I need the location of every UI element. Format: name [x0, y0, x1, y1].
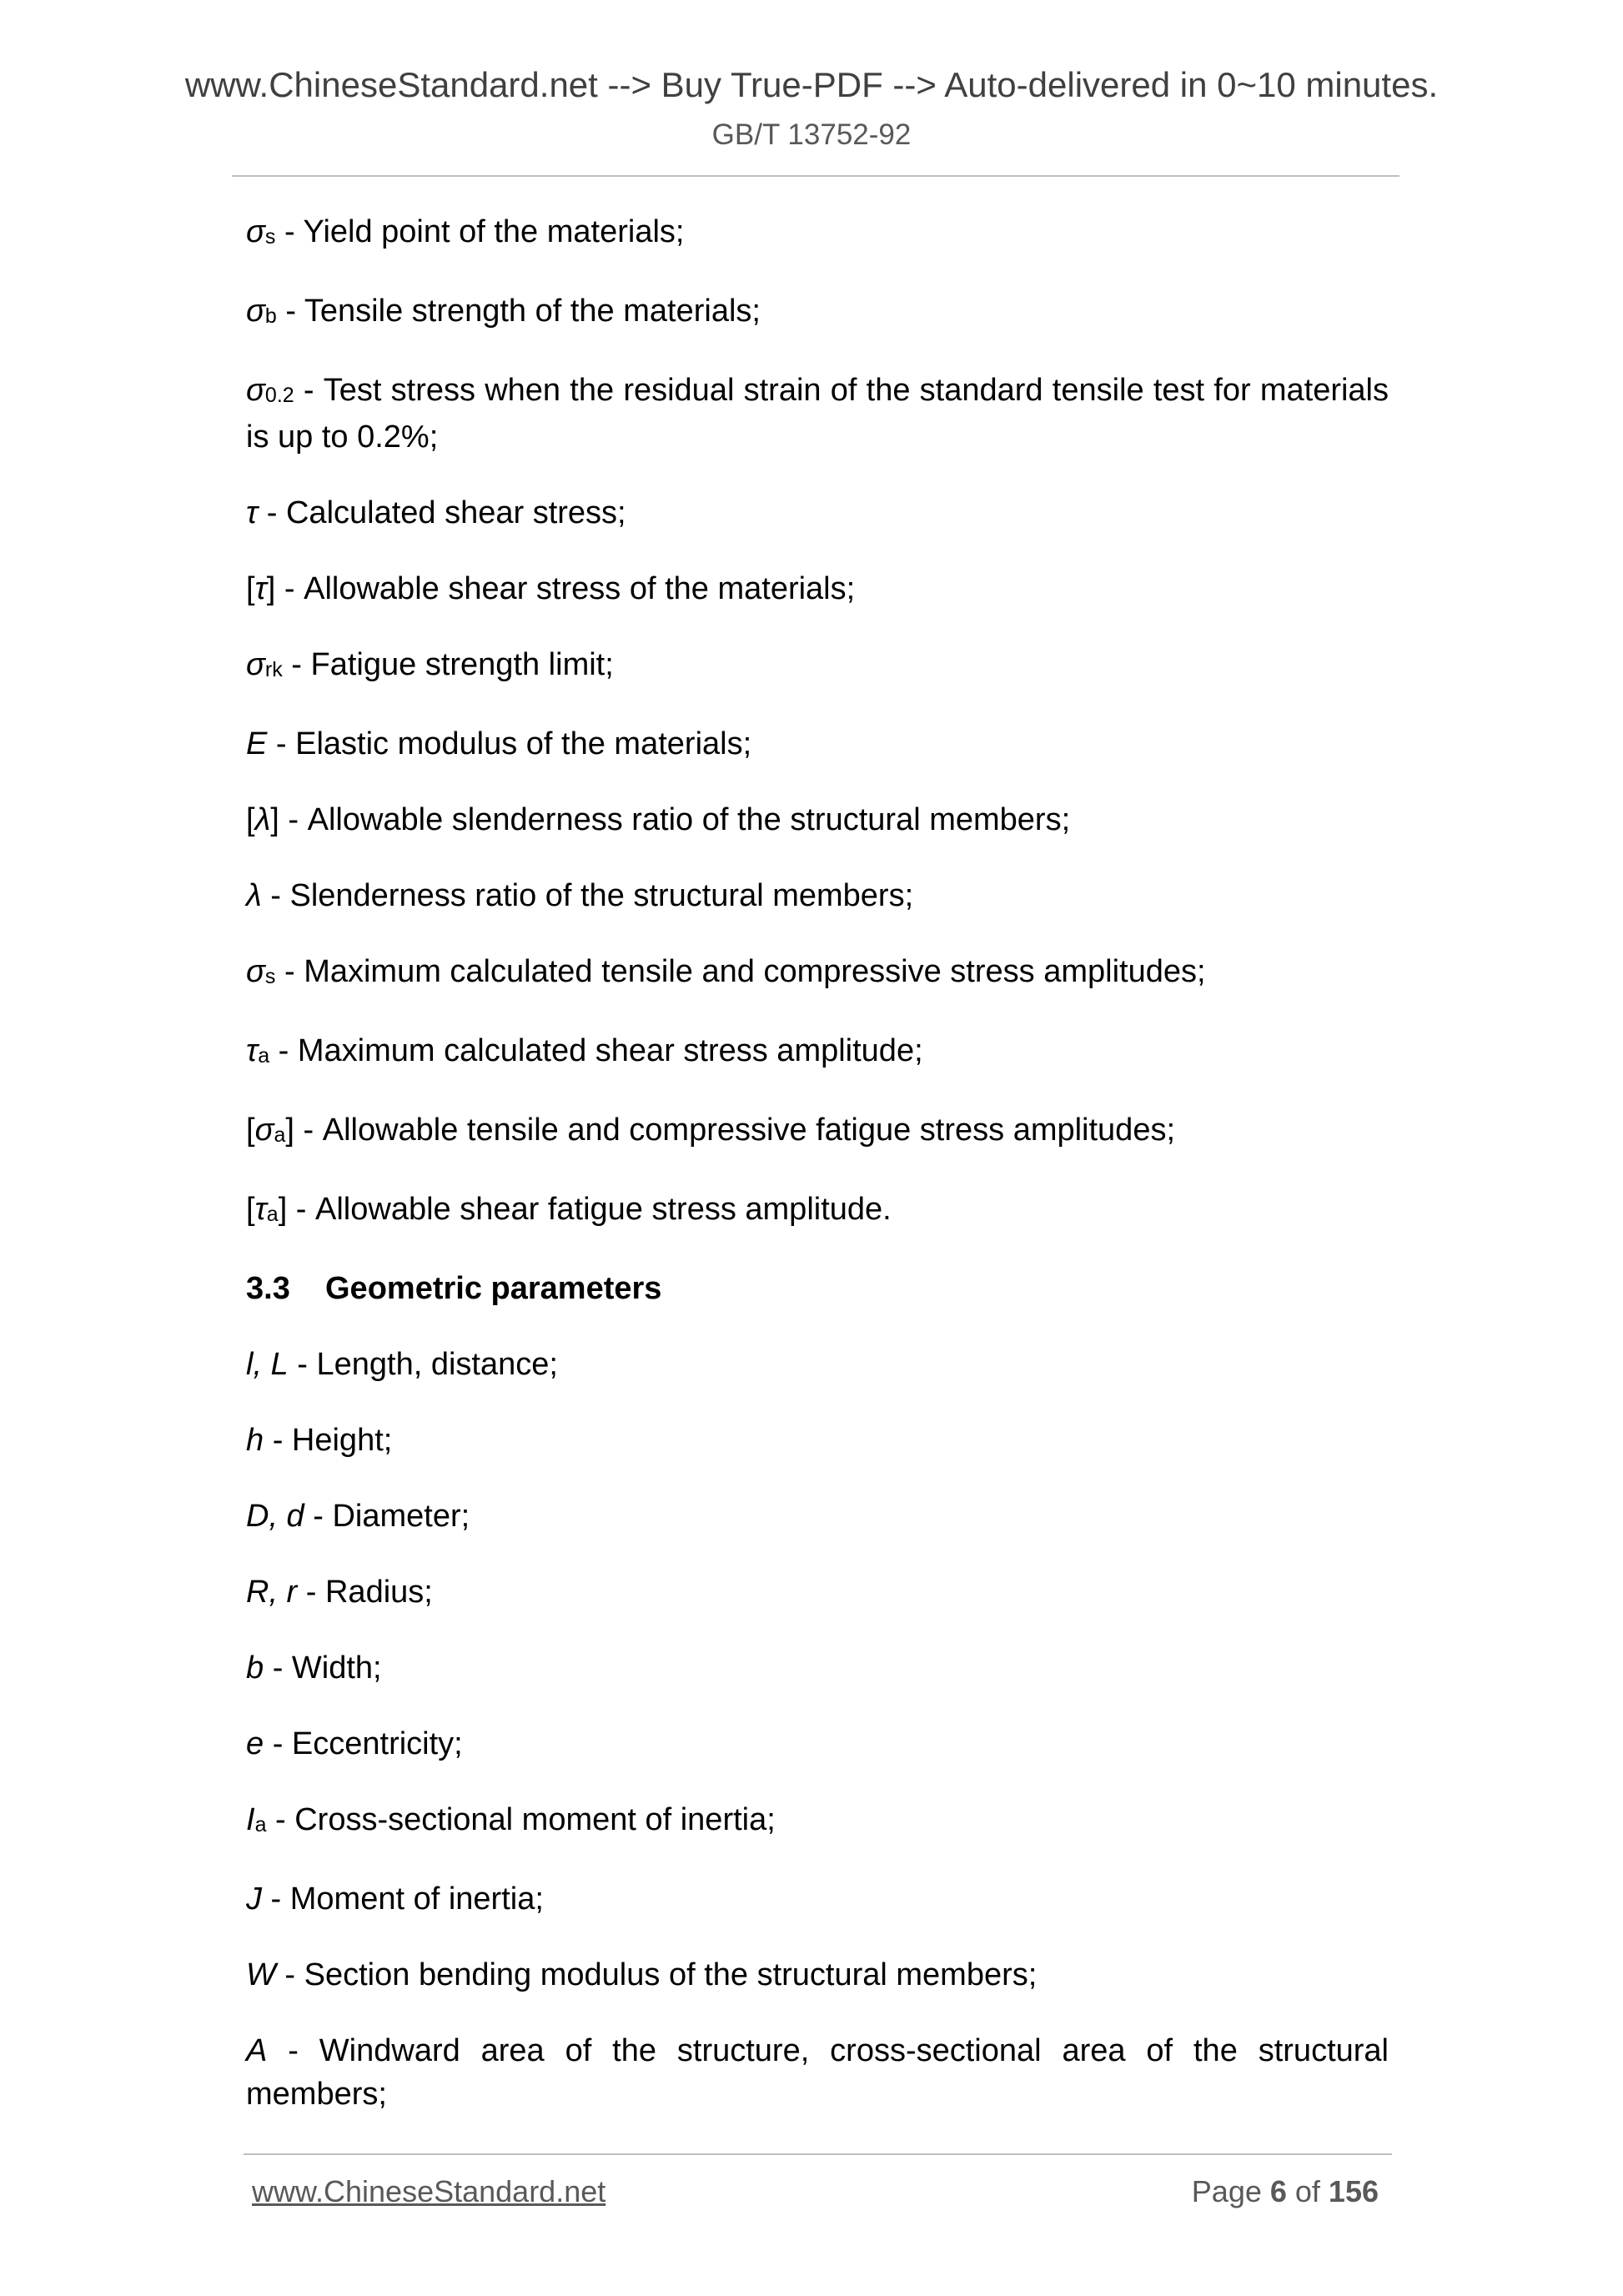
symbol-definition	[246, 874, 1389, 917]
symbol: σ	[254, 1113, 274, 1148]
symbol-definition	[246, 1029, 1389, 1076]
definition-text: - Section bending modulus of the structural members;	[275, 1957, 1038, 1992]
definition-text: - Slenderness ratio of the structural members;	[261, 878, 914, 913]
symbol-subscript: a	[274, 1123, 286, 1147]
bracket-close: ]	[266, 571, 276, 606]
symbol-definition	[246, 289, 1389, 336]
symbol: l, L	[246, 1347, 289, 1382]
symbol-definition	[246, 567, 1389, 610]
symbol: λ	[254, 802, 271, 837]
definition-text: - Moment of inertia;	[262, 1882, 544, 1917]
symbol-definition	[246, 1877, 1389, 1921]
definition-text: - Eccentricity;	[264, 1726, 463, 1761]
definition-text: - Cross-sectional moment of inertia;	[266, 1802, 776, 1837]
section-heading	[246, 1267, 1389, 1310]
symbol-definition	[246, 1495, 1389, 1538]
page-number: 6	[1269, 2174, 1287, 2208]
definition-text: - Windward area of the structure, cross-sectional area of the structural members;	[246, 2033, 1389, 2112]
symbol: σ	[246, 214, 265, 249]
definition-text: - Allowable slenderness ratio of the structural members;	[279, 802, 1071, 837]
page-prefix: Page	[1191, 2174, 1270, 2208]
definition-text: - Length, distance;	[288, 1347, 558, 1382]
symbol-definition	[246, 369, 1389, 459]
symbol: e	[246, 1726, 264, 1761]
symbol-subscript: a	[258, 1044, 270, 1068]
symbol-definition	[246, 1188, 1389, 1234]
header-divider	[232, 175, 1399, 177]
symbol: σ	[246, 373, 265, 408]
symbol-definition	[246, 722, 1389, 766]
symbol-definition	[246, 1343, 1389, 1386]
symbol: I	[246, 1802, 255, 1837]
symbol: τ	[246, 1033, 259, 1068]
symbol-definition	[246, 950, 1389, 997]
definition-text: - Fatigue strength limit;	[282, 647, 614, 682]
page-mid: of	[1286, 2174, 1329, 2208]
symbol-subscript: 0.2	[264, 384, 294, 407]
definition-text: - Height;	[264, 1423, 393, 1458]
symbol-definition	[246, 643, 1389, 690]
symbol-definition	[246, 1570, 1389, 1614]
symbol: τ	[246, 495, 259, 530]
definition-text: - Radius;	[297, 1575, 433, 1610]
definition-text: - Allowable tensile and compressive fatigue stress amplitudes;	[294, 1113, 1176, 1148]
symbol-subscript: a	[266, 1203, 279, 1226]
symbol-subscript: s	[264, 225, 276, 249]
definition-text: - Allowable shear stress of the materials;	[275, 571, 856, 606]
symbol: b	[246, 1650, 264, 1686]
symbol-subscript: rk	[264, 658, 283, 681]
geometric-symbol-list	[246, 1343, 1389, 2116]
symbol-definition	[246, 1646, 1389, 1690]
definition-text: - Elastic modulus of the materials;	[267, 726, 752, 761]
symbol-definition	[246, 2029, 1389, 2116]
footer-divider	[244, 2153, 1392, 2155]
bracket-close: ]	[270, 802, 279, 837]
symbol-list	[246, 210, 1389, 1234]
symbol-definition	[246, 1798, 1389, 1845]
bracket-close: ]	[285, 1113, 294, 1148]
footer-site-link[interactable]: www.ChineseStandard.net	[252, 2174, 606, 2208]
definition-text: - Tensile strength of the materials;	[276, 294, 761, 329]
definition-text: - Maximum calculated tensile and compressive stress amplitudes;	[275, 954, 1206, 989]
definition-text: - Allowable shear fatigue stress amplitude.	[287, 1192, 892, 1227]
symbol: τ	[254, 1192, 267, 1227]
symbol: σ	[246, 647, 265, 682]
symbol-subscript: b	[264, 304, 277, 328]
section-title: Geometric parameters	[325, 1271, 662, 1306]
definition-text: - Diameter;	[304, 1499, 470, 1534]
symbol: σ	[246, 954, 265, 989]
symbol-subscript: s	[264, 965, 276, 988]
document-code: GB/T 13752-92	[711, 118, 912, 151]
symbol: A	[246, 2033, 268, 2068]
symbol-definition	[246, 1953, 1389, 1997]
symbol: D, d	[246, 1499, 304, 1534]
header-banner: www.ChineseStandard.net --> Buy True-PDF --> Auto-delivered in 0~10 minutes.	[184, 65, 1439, 104]
page-total: 156	[1328, 2174, 1379, 2208]
definition-text: - Calculated shear stress;	[258, 495, 626, 530]
symbol: λ	[246, 878, 262, 913]
definition-text: - Maximum calculated shear stress amplitude;	[269, 1033, 923, 1068]
symbol: σ	[246, 294, 265, 329]
definition-text: - Yield point of the materials;	[275, 214, 685, 249]
bracket-open: [	[246, 571, 255, 606]
bracket-close: ]	[278, 1192, 288, 1227]
definition-text: - Test stress when the residual strain of the standard tensile test for materials is up to 0.2%;	[246, 373, 1389, 455]
symbol: h	[246, 1423, 264, 1458]
symbol: W	[246, 1957, 276, 1992]
symbol-definition	[246, 491, 1389, 535]
symbol-definition	[246, 1722, 1389, 1766]
page-indicator	[1192, 2173, 1379, 2210]
bracket-open: [	[246, 1192, 255, 1227]
symbol: E	[246, 726, 268, 761]
symbol: τ	[254, 571, 267, 606]
symbol-definition	[246, 1419, 1389, 1462]
symbol-definition	[246, 1108, 1389, 1155]
bracket-open: [	[246, 1113, 255, 1148]
symbol: R, r	[246, 1575, 298, 1610]
symbol-subscript: a	[254, 1813, 267, 1836]
bracket-open: [	[246, 802, 255, 837]
symbol: J	[246, 1882, 262, 1917]
section-number: 3.3	[246, 1271, 290, 1306]
symbol-definition	[246, 798, 1389, 842]
definition-text: - Width;	[264, 1650, 382, 1686]
symbol-definition	[246, 210, 1389, 257]
document-body	[246, 210, 1389, 2148]
